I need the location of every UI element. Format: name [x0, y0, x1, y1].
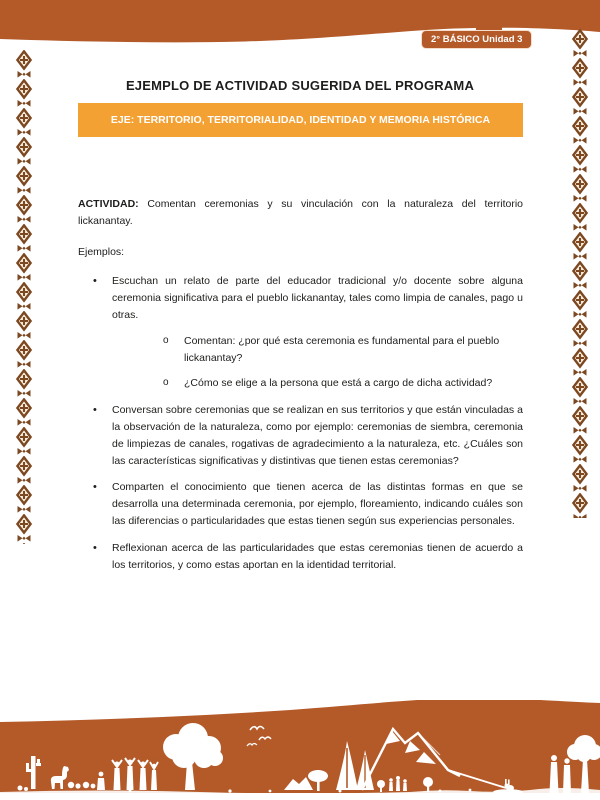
sub-bullet-text: ¿Cómo se elige a la persona que está a cargo de dicha actividad? — [184, 377, 493, 390]
bullet-text: Conversan sobre ceremonias que se realizan en sus territorios y que están vinculadas a la observación de la naturaleza, como por ejemplo: ceremonias de siembra, ceremonia de limpiezas de canales, rogativas de agradecimiento a la naturaleza, etc. ¿Cuáles son las características significativas y distintivas que tienen estas ceremonias? — [112, 404, 523, 467]
right-textile-border — [572, 29, 588, 518]
sub-bullet-icon: o — [163, 334, 169, 346]
bullet-text: Comparten el conocimiento que tienen acerca de las distintas formas en que se desarrolla una determinada ceremonia, por ejemplo, floreamiento, indicando cuáles son las diferencias o particularidades que estas tienen según sus experiencias personales. — [112, 481, 523, 527]
sub-list — [112, 333, 523, 392]
landscape-illustration — [0, 700, 600, 800]
activity-label: ACTIVIDAD: — [78, 198, 139, 210]
bullet-icon: • — [93, 404, 97, 417]
bullet-text: Escuchan un relato de parte del educador tradicional y/o docente sobre alguna ceremonia significativa para el pueblo lickanantay, tales como limpia de canales, pago u otras. — [112, 275, 523, 321]
bullet-icon: • — [93, 481, 97, 494]
sub-bullet-text: Comentan: ¿por qué esta ceremonia es fundamental para el pueblo lickanantay? — [184, 334, 500, 364]
examples-label: Ejemplos: — [78, 245, 125, 258]
activity-text: Comentan ceremonias y su vinculación con la naturaleza del territorio lickanantay. — [78, 198, 523, 227]
list-item — [78, 540, 523, 574]
sub-bullet-icon: o — [163, 377, 169, 389]
sub-list-item — [112, 375, 523, 392]
activity-content — [78, 196, 523, 583]
list-item — [78, 273, 523, 392]
unit-badge: 2° BÁSICO Unidad 3 — [421, 30, 532, 49]
eje-banner-label: EJE: TERRITORIO, TERRITORIALIDAD, IDENTIDAD Y MEMORIA HISTÓRICA — [110, 114, 491, 126]
list-item — [78, 402, 523, 469]
activity-bullet-list — [78, 273, 523, 573]
bullet-icon: • — [93, 275, 97, 288]
eje-banner — [78, 103, 523, 137]
sub-list-item — [112, 333, 523, 367]
activity-line — [78, 196, 523, 230]
left-textile-border — [16, 50, 32, 544]
page-title: EJEMPLO DE ACTIVIDAD SUGERIDA DEL PROGRAMA — [125, 78, 475, 93]
bullet-text: Reflexionan acerca de las particularidades que estas ceremonias tienen de acuerdo a los territorios, y como estas aportan en la identidad territorial. — [112, 541, 523, 571]
bullet-icon: • — [93, 541, 97, 554]
list-item — [78, 479, 523, 529]
